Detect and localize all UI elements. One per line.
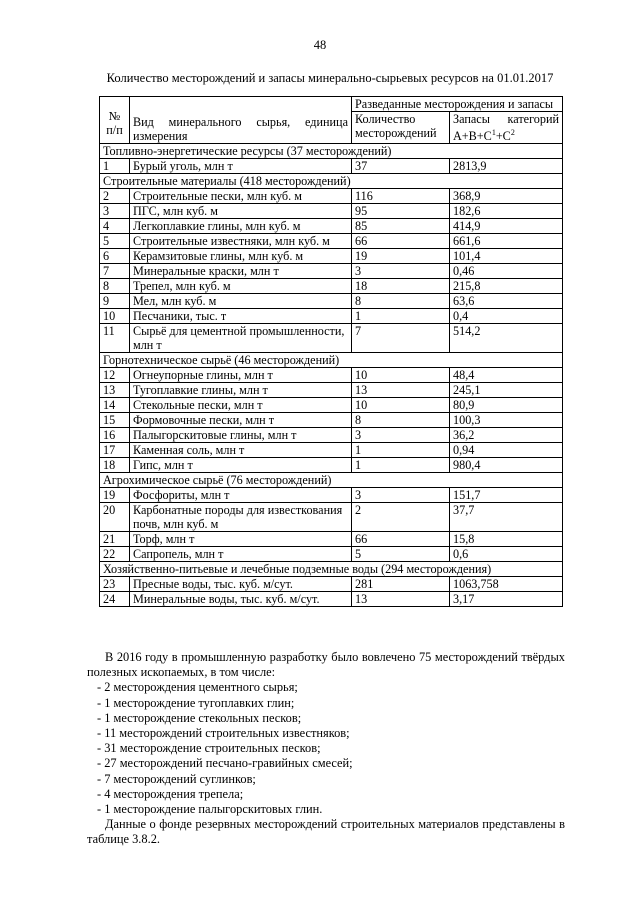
table-row xyxy=(100,324,563,353)
reserves-value: 101,4 xyxy=(450,249,563,264)
reserves-value: 3,17 xyxy=(450,592,563,607)
table-body xyxy=(100,144,563,607)
mineral-name: Трепел, млн куб. м xyxy=(130,279,352,294)
table-title: Количество месторождений и запасы минерально-сырьевых ресурсов на 01.01.2017 xyxy=(106,71,554,85)
reserves-value: 36,2 xyxy=(450,428,563,443)
reserves-value: 80,9 xyxy=(450,398,563,413)
row-number: 14 xyxy=(100,398,130,413)
section-title: Топливно-энергетические ресурсы (37 месторождений) xyxy=(100,144,563,159)
table-row xyxy=(100,458,563,473)
deposit-count: 1 xyxy=(352,458,450,473)
mineral-name: Тугоплавкие глины, млн т xyxy=(130,383,352,398)
section-row xyxy=(100,353,563,368)
row-number: 22 xyxy=(100,547,130,562)
mineral-name: Бурый уголь, млн т xyxy=(130,159,352,174)
mineral-name: Стекольные пески, млн т xyxy=(130,398,352,413)
list-item: - 4 месторождения трепела; xyxy=(97,786,244,801)
deposit-count: 281 xyxy=(352,577,450,592)
row-number: 6 xyxy=(100,249,130,264)
table-row xyxy=(100,488,563,503)
deposit-count: 1 xyxy=(352,443,450,458)
list-item: - 1 месторождение тугоплавких глин; xyxy=(97,695,295,710)
mineral-name: Минеральные воды, тыс. куб. м/сут. xyxy=(130,592,352,607)
deposit-count: 3 xyxy=(352,488,450,503)
mineral-name: Фосфориты, млн т xyxy=(130,488,352,503)
table-row xyxy=(100,294,563,309)
reserves-value: 215,8 xyxy=(450,279,563,294)
reserves-value: 661,6 xyxy=(450,234,563,249)
reserves-value: 1063,758 xyxy=(450,577,563,592)
table-row xyxy=(100,413,563,428)
table-row xyxy=(100,577,563,592)
table-row xyxy=(100,443,563,458)
row-number: 19 xyxy=(100,488,130,503)
section-row xyxy=(100,144,563,159)
header-number: № п/п xyxy=(100,97,130,144)
mineral-name: Строительные пески, млн куб. м xyxy=(130,189,352,204)
deposit-count: 10 xyxy=(352,398,450,413)
body-text xyxy=(87,650,565,848)
header-explored-deposits: Разведанные месторождения и запасы xyxy=(352,97,563,112)
header-reserves: Запасы категорий $A+B+C^1+C^2$ xyxy=(450,112,563,144)
deposit-count: 116 xyxy=(352,189,450,204)
section-title: Агрохимическое сырьё (76 месторождений) xyxy=(100,473,563,488)
row-number: 9 xyxy=(100,294,130,309)
deposit-count: 8 xyxy=(352,413,450,428)
table-row xyxy=(100,219,563,234)
table-row xyxy=(100,532,563,547)
table-row xyxy=(100,383,563,398)
mineral-name: Сырьё для цементной промышленности, млн т xyxy=(130,324,352,353)
section-title: Горнотехническое сырьё (46 месторождений) xyxy=(100,353,563,368)
mineral-name: Легкоплавкие глины, млн куб. м xyxy=(130,219,352,234)
section-row xyxy=(100,562,563,577)
row-number: 18 xyxy=(100,458,130,473)
row-number: 8 xyxy=(100,279,130,294)
row-number: 4 xyxy=(100,219,130,234)
mineral-name: Пресные воды, тыс. куб. м/сут. xyxy=(130,577,352,592)
table-row xyxy=(100,264,563,279)
row-number: 10 xyxy=(100,309,130,324)
deposit-count: 10 xyxy=(352,368,450,383)
list-item: - 1 месторождение стекольных песков; xyxy=(97,710,302,725)
section-title: Хозяйственно-питьевые и лечебные подземные воды (294 месторождения) xyxy=(100,562,563,577)
row-number: 17 xyxy=(100,443,130,458)
list-item: - 2 месторождения цементного сырья; xyxy=(97,680,298,695)
table-row xyxy=(100,547,563,562)
reserves-value: 0,4 xyxy=(450,309,563,324)
list-item: - 7 месторождений суглинков; xyxy=(97,771,256,786)
list-item: - 11 месторождений строительных известняков; xyxy=(97,726,350,741)
reserves-value: 63,6 xyxy=(450,294,563,309)
reserves-value: 48,4 xyxy=(450,368,563,383)
reserves-value: 182,6 xyxy=(450,204,563,219)
row-number: 23 xyxy=(100,577,130,592)
deposit-count: 66 xyxy=(352,234,450,249)
reserves-value: 0,6 xyxy=(450,547,563,562)
deposit-count: 1 xyxy=(352,309,450,324)
row-number: 20 xyxy=(100,503,130,532)
mineral-name: Формовочные пески, млн т xyxy=(130,413,352,428)
reserves-value: 2813,9 xyxy=(450,159,563,174)
deposit-count: 3 xyxy=(352,428,450,443)
table-row xyxy=(100,279,563,294)
table-row xyxy=(100,204,563,219)
mineral-name: Огнеупорные глины, млн т xyxy=(130,368,352,383)
header-deposit-count: Количество месторождений xyxy=(352,112,450,144)
row-number: 2 xyxy=(100,189,130,204)
reserves-value: 0,94 xyxy=(450,443,563,458)
mineral-name: Палыгорскитовые глины, млн т xyxy=(130,428,352,443)
mineral-name: Каменная соль, млн т xyxy=(130,443,352,458)
deposit-count: 13 xyxy=(352,592,450,607)
reserves-value: 414,9 xyxy=(450,219,563,234)
row-number: 7 xyxy=(100,264,130,279)
page-number: 48 xyxy=(313,38,327,52)
mineral-name: Мел, млн куб. м xyxy=(130,294,352,309)
table-row xyxy=(100,249,563,264)
reserves-value: 15,8 xyxy=(450,532,563,547)
header-mineral-type: Вид минерального сырья, единица измерения xyxy=(130,97,352,144)
list-item: - 1 месторождение палыгорскитовых глин. xyxy=(97,802,323,817)
deposit-count: 8 xyxy=(352,294,450,309)
row-number: 24 xyxy=(100,592,130,607)
reserves-value: 0,46 xyxy=(450,264,563,279)
intro-paragraph: В 2016 году в промышленную разработку было вовлечено 75 месторождений твёрдых полезных ископаемых, в том числе: xyxy=(87,650,565,680)
table-row xyxy=(100,234,563,249)
row-number: 15 xyxy=(100,413,130,428)
row-number: 3 xyxy=(100,204,130,219)
deposit-count: 18 xyxy=(352,279,450,294)
table-row xyxy=(100,309,563,324)
mineral-name: ПГС, млн куб. м xyxy=(130,204,352,219)
deposit-list xyxy=(87,680,565,817)
list-item: - 27 месторождений песчано-гравийных смесей; xyxy=(97,756,353,771)
table-row xyxy=(100,368,563,383)
mineral-name: Строительные известняки, млн куб. м xyxy=(130,234,352,249)
reserves-table xyxy=(99,96,563,607)
row-number: 16 xyxy=(100,428,130,443)
section-title: Строительные материалы (418 месторождений) xyxy=(100,174,563,189)
table-row xyxy=(100,592,563,607)
row-number: 1 xyxy=(100,159,130,174)
table-row xyxy=(100,428,563,443)
deposit-count: 37 xyxy=(352,159,450,174)
deposit-count: 19 xyxy=(352,249,450,264)
row-number: 5 xyxy=(100,234,130,249)
mineral-name: Песчаники, тыс. т xyxy=(130,309,352,324)
section-row xyxy=(100,174,563,189)
mineral-name: Минеральные краски, млн т xyxy=(130,264,352,279)
reserves-value: 245,1 xyxy=(450,383,563,398)
table-row xyxy=(100,503,563,532)
deposit-count: 85 xyxy=(352,219,450,234)
mineral-name: Гипс, млн т xyxy=(130,458,352,473)
row-number: 13 xyxy=(100,383,130,398)
table-row xyxy=(100,159,563,174)
deposit-count: 13 xyxy=(352,383,450,398)
reserves-value: 980,4 xyxy=(450,458,563,473)
section-row xyxy=(100,473,563,488)
deposit-count: 7 xyxy=(352,324,450,353)
reserves-value: 514,2 xyxy=(450,324,563,353)
row-number: 11 xyxy=(100,324,130,353)
deposit-count: 2 xyxy=(352,503,450,532)
table-row xyxy=(100,398,563,413)
deposit-count: 95 xyxy=(352,204,450,219)
deposit-count: 66 xyxy=(352,532,450,547)
reserves-value: 368,9 xyxy=(450,189,563,204)
closing-paragraph: Данные о фонде резервных месторождений строительных материалов представлены в таблице 3.8.2. xyxy=(87,817,565,847)
table-header xyxy=(100,97,563,144)
reserves-value: 100,3 xyxy=(450,413,563,428)
mineral-name: Сапропель, млн т xyxy=(130,547,352,562)
row-number: 21 xyxy=(100,532,130,547)
mineral-name: Карбонатные породы для известкования почв, млн куб. м xyxy=(130,503,352,532)
reserves-value: 151,7 xyxy=(450,488,563,503)
list-item: - 31 месторождение строительных песков; xyxy=(97,741,321,756)
mineral-name: Торф, млн т xyxy=(130,532,352,547)
mineral-name: Керамзитовые глины, млн куб. м xyxy=(130,249,352,264)
reserves-value: 37,7 xyxy=(450,503,563,532)
table-row xyxy=(100,189,563,204)
row-number: 12 xyxy=(100,368,130,383)
deposit-count: 3 xyxy=(352,264,450,279)
deposit-count: 5 xyxy=(352,547,450,562)
